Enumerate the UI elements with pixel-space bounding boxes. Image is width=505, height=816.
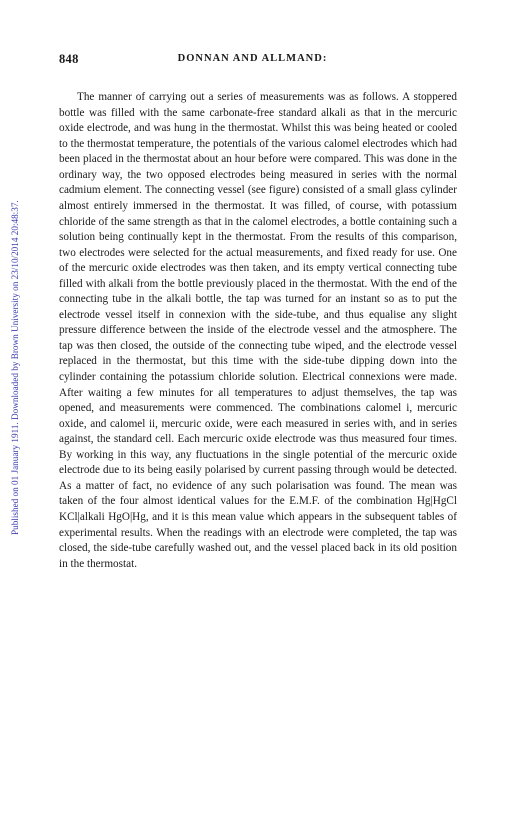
running-head: DONNAN AND ALLMAND:: [177, 53, 328, 64]
watermark: Published on 01 January 1911. Downloaded by Brown University on 23/10/2014 20:48:37.: [10, 200, 20, 535]
body-paragraph: The manner of carrying out a series of measurements was as follows. A stoppered bottle was filled with the same carbonate-free standard alkali as that in the mercuric oxide electrode, and was hung in the thermostat. Whilst this was being heated or cooled to the thermostat temperature, the potentials of the various calomel electrodes which had been placed in the thermostat about an hour before were compared. This was done in the ordinary way, the two opposed electrodes being measured in series with the normal cadmium element. The connecting vessel (see figure) consisted of a small glass cylinder almost entirely immersed in the thermostat. It was filled, of course, with potassium chloride of the same strength as that in the calomel electrodes, a bottle containing such a solution being continually kept in the thermostat. From the results of this comparison, two electrodes were selected for the actual measurements, and fixed ready for use. One of the mercuric oxide electrodes was then taken, and its empty vertical connecting tube filled with alkali from the bottle previously placed in the thermostat. With the end of the connecting tube in the alkali bottle, the tap was turned for an instant so as to put the electrode vessel itself in connexion with the side-tube, and thus equalise any slight pressure difference between the inside of the electrode vessel and the atmosphere. The tap was then closed, the outside of the connecting tube wiped, and the electrode vessel replaced in the thermostat, but this time with the side-tube dipping down into the cylinder containing the potassium chloride solution. Electrical connexions were made. After waiting a few minutes for all temperatures to adjust themselves, the tap was opened, and measurements were commenced. The combinations calomel i, mercuric oxide, and calomel ii, mercuric oxide, were each measured in series with, and in series against, the standard cell. Each mercuric oxide electrode was thus measured four times. By working in this way, any fluctuations in the single potential of the mercuric oxide electrode due to its being easily polarised by current passing through would be detected. As a matter of fact, no evidence of any such polarisation was found. The mean was taken of the four almost identical values for the E.M.F. of the combination Hg|HgCl KCl|alkali HgO|Hg, and it is this mean value which appears in the subsequent tables of experimental results. When the readings with an electrode were completed, the tap was closed, the side-tube carefully washed out, and the vessel placed back in its old position in the thermostat.: [59, 91, 457, 570]
page-number: 848: [59, 52, 79, 66]
